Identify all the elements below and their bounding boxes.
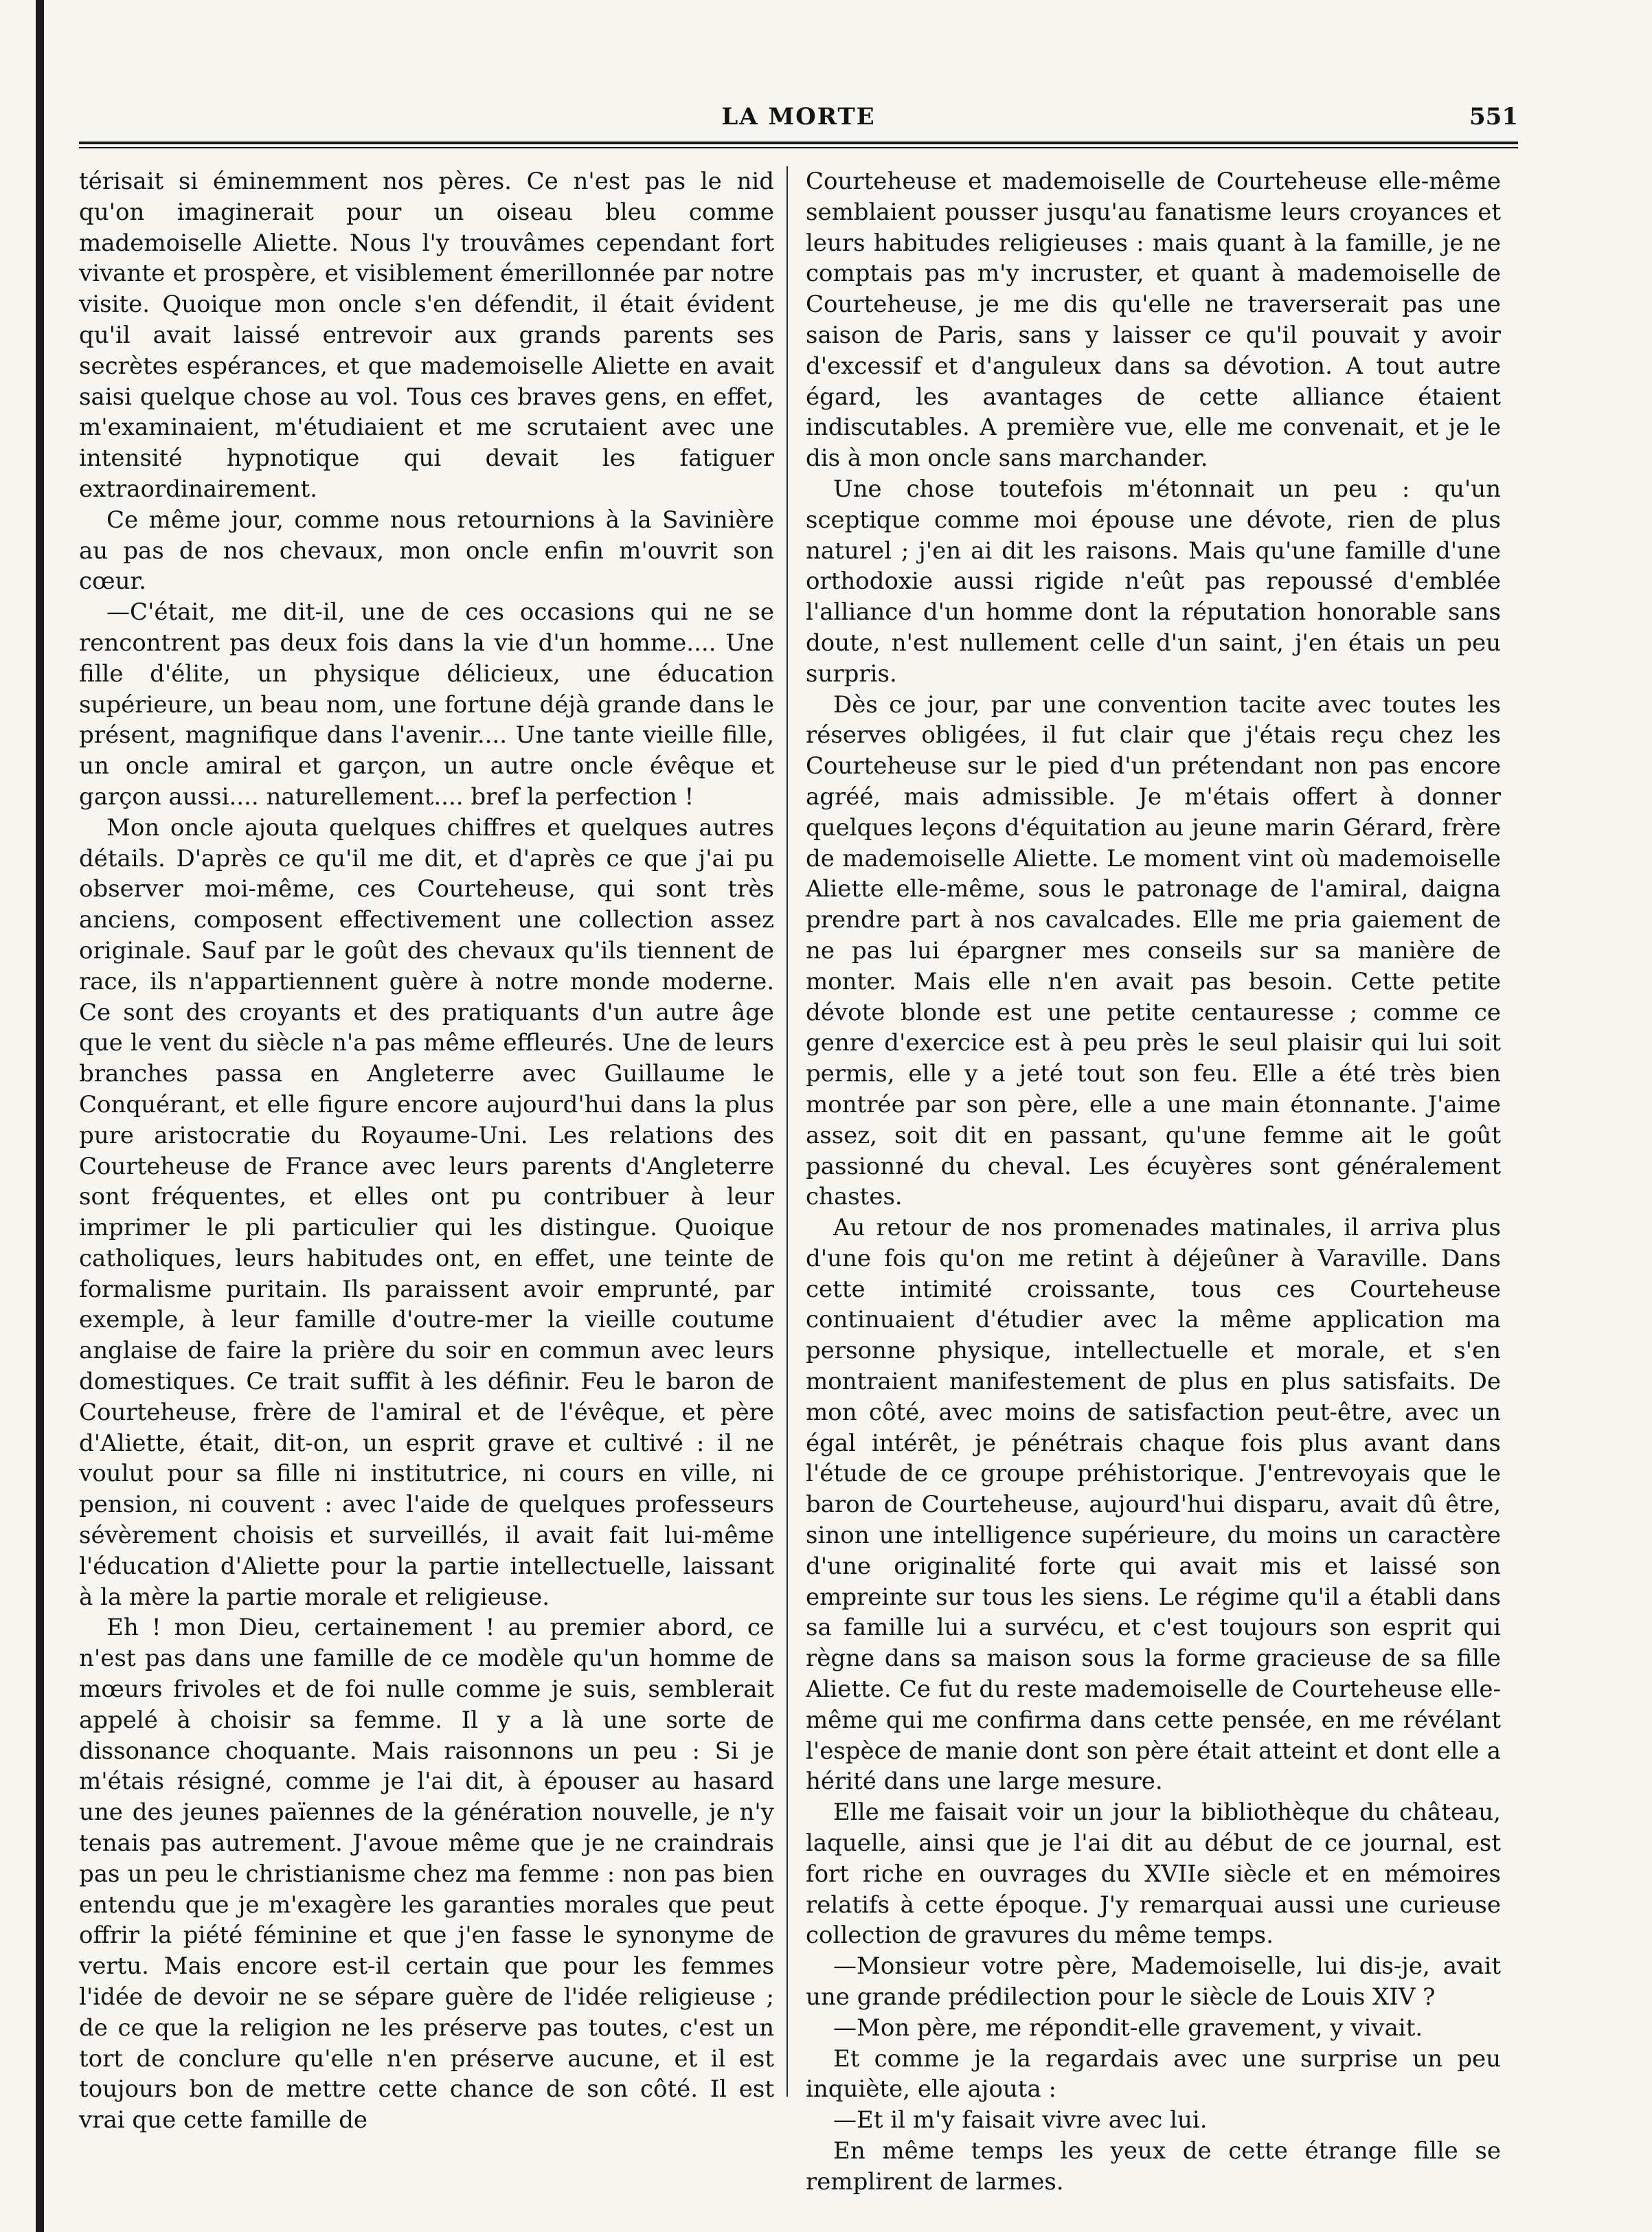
paragraph: Eh ! mon Dieu, certainement ! au premier abord, ce n'est pas dans une famille de ce modèle qu'un homme de mœurs frivoles et de foi nulle comme je suis, semblerait appelé à choisir sa femme. Il y a là une sorte de dissonance choquante. Mais raisonnons un peu : Si je m'étais résigné, comme je l'ai dit, à épouser au hasard une des jeunes païennes de la génération nouvelle, je n'y tenais pas autrement. J'avoue même que je ne craindrais pas un peu le christianisme chez ma femme : non pas bien entendu que je m'exagère les garanties morales que peut offrir la piété féminine et que j'en fasse le synonyme de vertu. Mais encore est-il certain que pour les femmes l'idée de devoir ne se sépare guère de l'idée religieuse ; de ce que la religion ne les préserve pas toutes, c'est un tort de conclure qu'elle n'en préserve aucune, et il est toujours bon de mettre cette chance de son côté. Il est vrai que cette famille de [79, 1614, 774, 2134]
page-binding-edge [36, 0, 44, 2232]
paragraph: Elle me faisait voir un jour la bibliothèque du château, laquelle, ainsi que je l'ai dit au début de ce journal, est fort riche en ouvrages du XVIIe siècle et en mémoires relatifs à cette époque. J'y remarquai aussi une curieuse collection de gravures du même temps. [806, 1799, 1501, 1950]
page-number: 551 [1469, 103, 1518, 131]
paragraph: Au retour de nos promenades matinales, il arriva plus d'une fois qu'on me retint à déjeûner à Varaville. Dans cette intimité croissante, tous ces Courteheuse continuaient d'étudier avec la même application ma personne physique, intellectuelle et morale, et s'en montraient manifestement de plus en plus satisfaits. De mon côté, avec moins de satisfaction peut-être, avec un égal intérêt, je pénétrais chaque fois plus avant dans l'étude de ce groupe préhistorique. J'entrevoyais que le baron de Courteheuse, aujourd'hui disparu, avait dû être, sinon une intelligence supérieure, du moins un caractère d'une originalité forte qui avait mis et laissé son empreinte sur tous les siens. Le régime qu'il a établi dans sa famille lui a survécu, et c'est toujours son esprit qui règne dans sa maison sous la forme gracieuse de sa fille Aliette. Ce fut du reste mademoiselle de Courteheuse elle-même qui me confirma dans cette pensée, en me révélant l'espèce de manie dont son père était atteint et dont elle a hérité dans une large mesure. [806, 1214, 1501, 1796]
running-title: LA MORTE [721, 103, 876, 131]
column-divider [787, 166, 788, 2097]
paragraph: Et comme je la regardais avec une surprise un peu inquiète, elle ajouta : [806, 2044, 1501, 2104]
paragraph: —C'était, me dit-il, une de ces occasions qui ne se rencontrent pas deux fois dans la vie d'un homme.... Une fille d'élite, un physique délicieux, une éducation supérieure, un beau nom, une fortune déjà grande dans le présent, magnifique dans l'avenir.... Une tante vieille fille, un oncle amiral et garçon, un autre oncle évêque et garçon aussi.... naturellement.... bref la perfection ! [79, 598, 774, 811]
paragraph: térisait si éminemment nos pères. Ce n'est pas le nid qu'on imaginerait pour un oiseau bleu comme mademoiselle Aliette. Nous l'y trouvâmes cependant fort vivante et prospère, et visiblement émerillonnée par notre visite. Quoique mon oncle s'en défendit, il était évident qu'il avait laissé entrevoir aux grands parents ses secrètes espérances, et que mademoiselle Aliette en avait saisi quelque chose au vol. Tous ces braves gens, en effet, m'examinaient, m'étudiaient et me scrutaient avec une intensité hypnotique qui devait les fatiguer extraordinairement. [79, 168, 774, 503]
paragraph: Une chose toutefois m'étonnait un peu : qu'un sceptique comme moi épouse une dévote, rien de plus naturel ; j'en ai dit les raisons. Mais qu'une famille d'une orthodoxie aussi rigide n'eût pas repoussé d'emblée l'alliance d'un homme dont la réputation honorable sans doute, n'est nullement celle d'un saint, j'en étais un peu surpris. [806, 475, 1501, 688]
header-rule-thin [79, 147, 1518, 148]
paragraph: Dès ce jour, par une convention tacite avec toutes les réserves obligées, il fut clair que j'étais reçu chez les Courteheuse sur le pied d'un prétendant non pas encore agréé, mais admissible. Je m'étais offert à donner quelques leçons d'équitation au jeune marin Gérard, frère de mademoiselle Aliette. Le moment vint où mademoiselle Aliette elle-même, sous le patronage de l'amiral, daigna prendre part à nos cavalcades. Elle me pria gaiement de ne pas lui épargner mes conseils sur sa manière de monter. Mais elle n'en avait pas besoin. Cette petite dévote blonde est une petite centauresse ; comme ce genre d'exercice est à peu près le seul plaisir qui lui soit permis, elle y a jeté tout son feu. Elle a été très bien montrée par son père, elle a une main étonnante. J'aime assez, soit dit en passant, qu'une femme ait le goût passionné du cheval. Les écuyères sont généralement chastes. [806, 690, 1501, 1211]
paragraph: En même temps les yeux de cette étrange fille se remplirent de larmes. [806, 2137, 1501, 2196]
header-rule-thick [79, 142, 1518, 144]
paragraph: Mon oncle ajouta quelques chiffres et quelques autres détails. D'après ce qu'il me dit, et d'après ce que j'ai pu observer moi-même, ces Courteheuse, qui sont très anciens, composent effectivement une collection assez originale. Sauf par le goût des chevaux qu'ils tiennent de race, ils n'appartiennent guère à notre monde moderne. Ce sont des croyants et des pratiquants d'un autre âge que le vent du siècle n'a pas même effleurés. Une de leurs branches passa en Angleterre avec Guillaume le Conquérant, et elle figure encore aujourd'hui dans la plus pure aristocratie du Royaume-Uni. Les relations des Courteheuse de France avec leurs parents d'Angleterre sont fréquentes, et elles ont pu contribuer à leur imprimer le pli particulier qui les distingue. Quoique catholiques, leurs habitudes ont, en effet, une teinte de formalisme puritain. Ils paraissent avoir emprunté, par exemple, à leur famille d'outre-mer la vieille coutume anglaise de faire la prière du soir en commun avec leurs domestiques. Ce trait suffit à les définir. Feu le baron de Courteheuse, frère de l'amiral et de l'évêque, et père d'Aliette, était, dit-on, un esprit grave et cultivé : il ne voulut pour sa fille ni institutrice, ni cours en ville, ni pension, ni couvent : avec l'aide de quelques professeurs sévèrement choisis et surveillés, il avait fait lui-même l'éducation d'Aliette pour la partie intellectuelle, laissant à la mère la partie morale et religieuse. [79, 813, 774, 1611]
paragraph: Ce même jour, comme nous retournions à la Savinière au pas de nos chevaux, mon oncle enfin m'ouvrit son cœur. [79, 506, 774, 596]
left-column [79, 166, 774, 2134]
paragraph: —Mon père, me répondit-elle gravement, y vivait. [833, 2014, 1423, 2042]
paragraph: Courteheuse et mademoiselle de Courteheuse elle-même semblaient pousser jusqu'au fanatisme leurs croyances et leurs habitudes religieuses : mais quant à la famille, je ne comptais pas m'y incruster, et quant à mademoiselle de Courteheuse, je me dis qu'elle ne traverserait pas une saison de Paris, sans y laisser ce qu'il pouvait y avoir d'excessif et d'anguleux dans sa dévotion. A tout autre égard, les avantages de cette alliance étaient indiscutables. A première vue, elle me convenait, et je le dis à mon oncle sans marchander. [806, 168, 1501, 473]
right-column [806, 166, 1501, 2196]
paragraph: —Monsieur votre père, Mademoiselle, lui dis-je, avait une grande prédilection pour le siècle de Louis XIV ? [806, 1952, 1501, 2011]
paragraph: —Et il m'y faisait vivre avec lui. [833, 2106, 1208, 2134]
page-header [79, 103, 1518, 139]
